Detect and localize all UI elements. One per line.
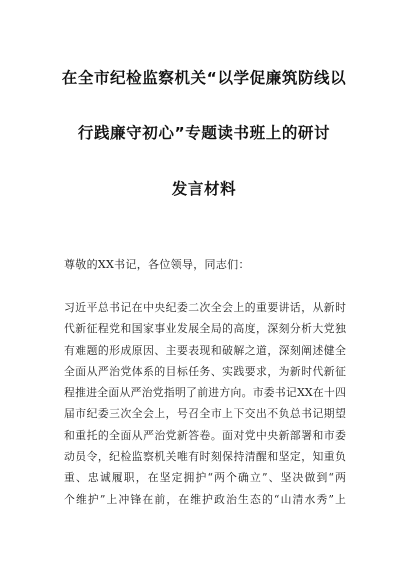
salutation: 尊敬的XX书记，各位领导，同志们： [64,258,250,271]
body-line: 重、忠诚履职，在坚定拥护“两个确立”、坚决做到“两 [64,471,346,485]
body-line: 动员令，纪检监察机关唯有时刻保持清醒和坚定，知重负 [64,450,346,464]
body-line: 程推进全面从严治党指明了前进方向。市委书记XX在十四 [64,386,346,400]
document-title-line-1: 在全市纪检监察机关“以学促廉筑防线以 [61,69,347,87]
body-line: 届市纪委三次全会上，号召全市上下交出不负总书记期望 [64,407,346,421]
body-paragraph [64,297,346,510]
document-title-line-2: 行践廉守初心”专题读书班上的研讨 [77,124,331,142]
body-line: 个维护”上冲锋在前，在维护政治生态的“山清水秀”上 [64,492,346,506]
document-title-line-3: 发言材料 [171,180,237,198]
body-line: 代新征程党和国家事业发展全局的高度，深刻分析大党独 [64,322,346,336]
body-line: 有难题的形成原因、主要表现和破解之道，深刻阐述健全 [64,343,346,357]
body-line: 全面从严治党体系的目标任务、实践要求，为新时代新征 [64,364,346,378]
body-line: 和重托的全面从严治党新答卷。面对党中央新部署和市委 [64,428,346,442]
body-line: 习近平总书记在中央纪委二次全会上的重要讲话，从新时 [64,301,346,314]
